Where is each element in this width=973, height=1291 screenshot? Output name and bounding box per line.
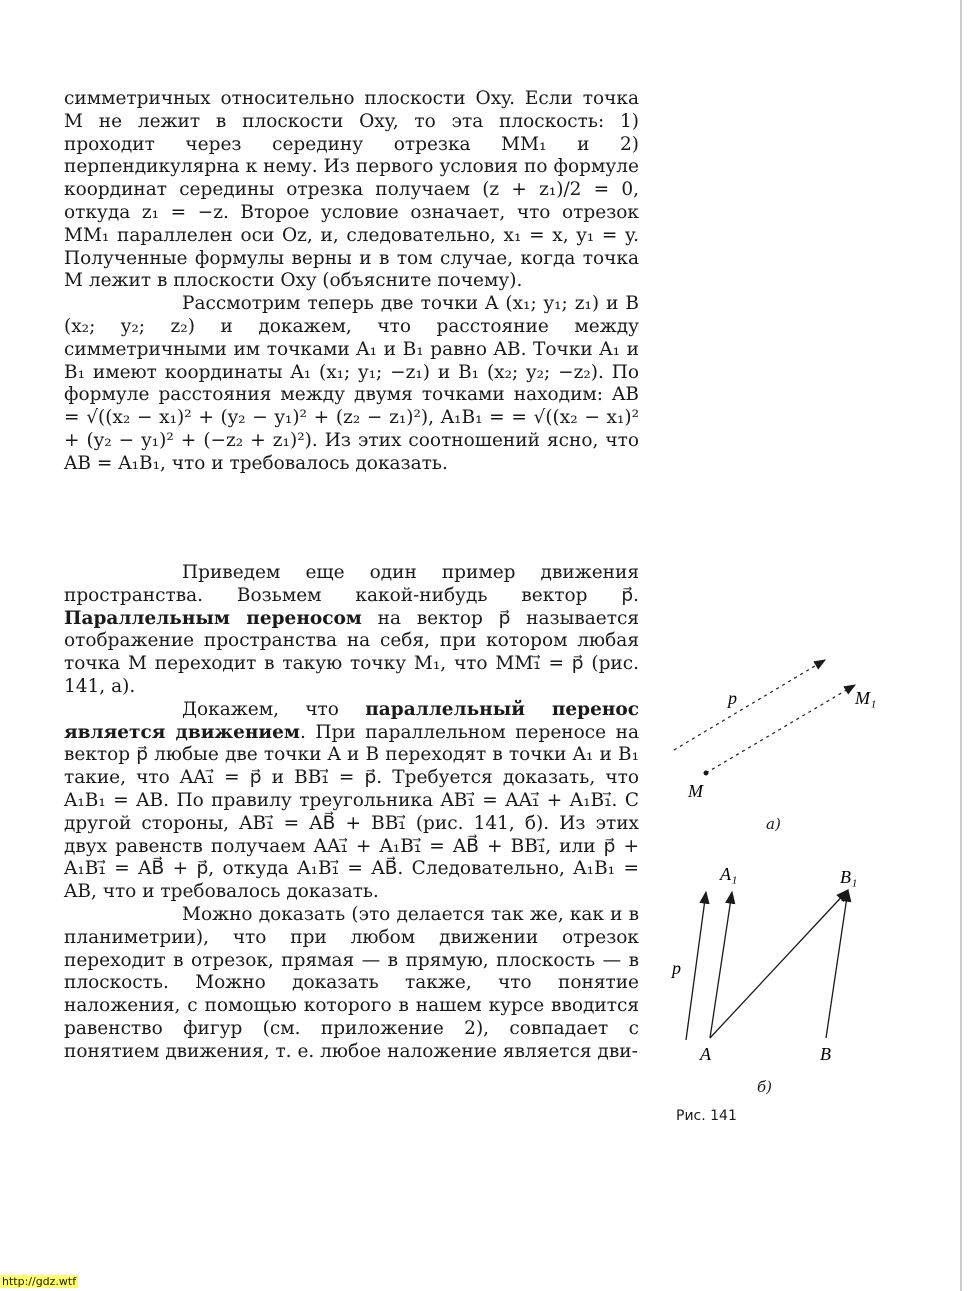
label-B1: B₁ bbox=[840, 867, 858, 887]
vector-AB1 bbox=[710, 890, 848, 1038]
subfigure-label-a: а) bbox=[766, 815, 781, 833]
watermark-link[interactable]: http://gdz.wtf bbox=[2, 1275, 77, 1288]
label-A: A bbox=[700, 1044, 711, 1064]
text-run: Приведем еще один пример движения пространства. Возьмем какой-нибудь вектор p⃗. bbox=[64, 562, 639, 606]
page-edge bbox=[960, 0, 962, 1291]
label-p-b: p⃗ bbox=[672, 958, 696, 978]
term-parallel-translation: Параллельным переносом bbox=[64, 607, 362, 629]
subfigure-label-b: б) bbox=[757, 1078, 773, 1096]
vector-AA1 bbox=[710, 892, 732, 1038]
text-run: на вектор p⃗ называется отображение пространства на себя, при котором любая точка M переходит в такую точку M₁, что MM₁⃗ = p⃗ (рис. 141, а). bbox=[64, 607, 639, 697]
text-block-symmetry bbox=[64, 88, 639, 476]
label-M1: M₁ bbox=[855, 688, 877, 708]
label-p-a: p⃗ bbox=[728, 688, 752, 708]
term-translation-is-motion: параллельный перенос является движением bbox=[64, 698, 640, 743]
text-run: Докажем, что bbox=[182, 698, 366, 720]
paragraph-motion-properties: Можно доказать (это делается так же, как и в планиметрии), что при любом движении отрезок переходит в отрезок, прямая — в прямую, плоскость — в плоскость. Можно доказать также, что понятие наложения, с помощью которого в нашем курсе вводится равенство фигур (см. приложение 2), совпадает с понятием движения, т. е. любое наложение является дви- bbox=[64, 903, 639, 1062]
figure-caption: Рис. 141 bbox=[676, 1108, 737, 1124]
label-B: B bbox=[820, 1044, 831, 1064]
figure-141 bbox=[660, 640, 900, 1160]
paragraph-translation-proof bbox=[64, 699, 639, 904]
text-run: . При параллельном переносе на вектор p⃗ любые две точки A и B переходят в точки A₁ и B₁ такие, что AA₁⃗ = p⃗ и BB₁⃗ = p⃗. Требуется доказать, что A₁B₁ = AB. По правилу треугольника AB₁⃗ = AA₁⃗ + A₁B₁⃗. С другой стороны, AB₁⃗ = AB⃗ + BB₁⃗ (рис. 141, б). Из этих двух равенств получаем AA₁⃗ + A₁B₁⃗ = AB⃗ + BB₁⃗, или p⃗ + A₁B₁⃗ = AB⃗ + p⃗, откуда A₁B₁⃗ = AB⃗. Следовательно, A₁B₁ = AB, что и требовалось доказать. bbox=[64, 721, 639, 903]
vector-BB1 bbox=[826, 890, 848, 1038]
point-M bbox=[704, 771, 709, 776]
paragraph-symmetry-formulas: симметричных относительно плоскости Oxy. Если точка M не лежит в плоскости Oxy, то эта плоскость: 1) проходит через середину отрезка MM₁ и 2) перпендикулярна к нему. Из первого условия по формуле координат середины отрезка получаем (z + z₁)/2 = 0, откуда z₁ = −z. Второе условие означает, что отрезок MM₁ параллелен оси Oz, и, следовательно, x₁ = x, y₁ = y. Полученные формулы верны и в том случае, когда точка M лежит в плоскости Oxy (объясните почему). bbox=[64, 88, 639, 292]
paragraph-translation-definition bbox=[64, 562, 639, 699]
label-M: M bbox=[688, 781, 703, 801]
paragraph-distance-proof: Рассмотрим теперь две точки A (x₁; y₁; z₁) и B (x₂; y₂; z₂) и докажем, что расстояние между симметричными им точками A₁ и B₁ равно AB. Точки A₁ и B₁ имеют координаты A₁ (x₁; y₁; −z₁) и B₁ (x₂; y₂; −z₂). По формуле расстояния между двумя точками находим: AB = √((x₂ − x₁)² + (y₂ − y₁)² + (z₂ − z₁)²), A₁B₁ = = √((x₂ − x₁)² + (y₂ − y₁)² + (−z₂ + z₁)²). Из этих соотношений ясно, что AB = A₁B₁, что и требовалось доказать. bbox=[64, 293, 639, 474]
label-A1: A₁ bbox=[720, 864, 738, 884]
text-block-translation bbox=[64, 562, 639, 1064]
